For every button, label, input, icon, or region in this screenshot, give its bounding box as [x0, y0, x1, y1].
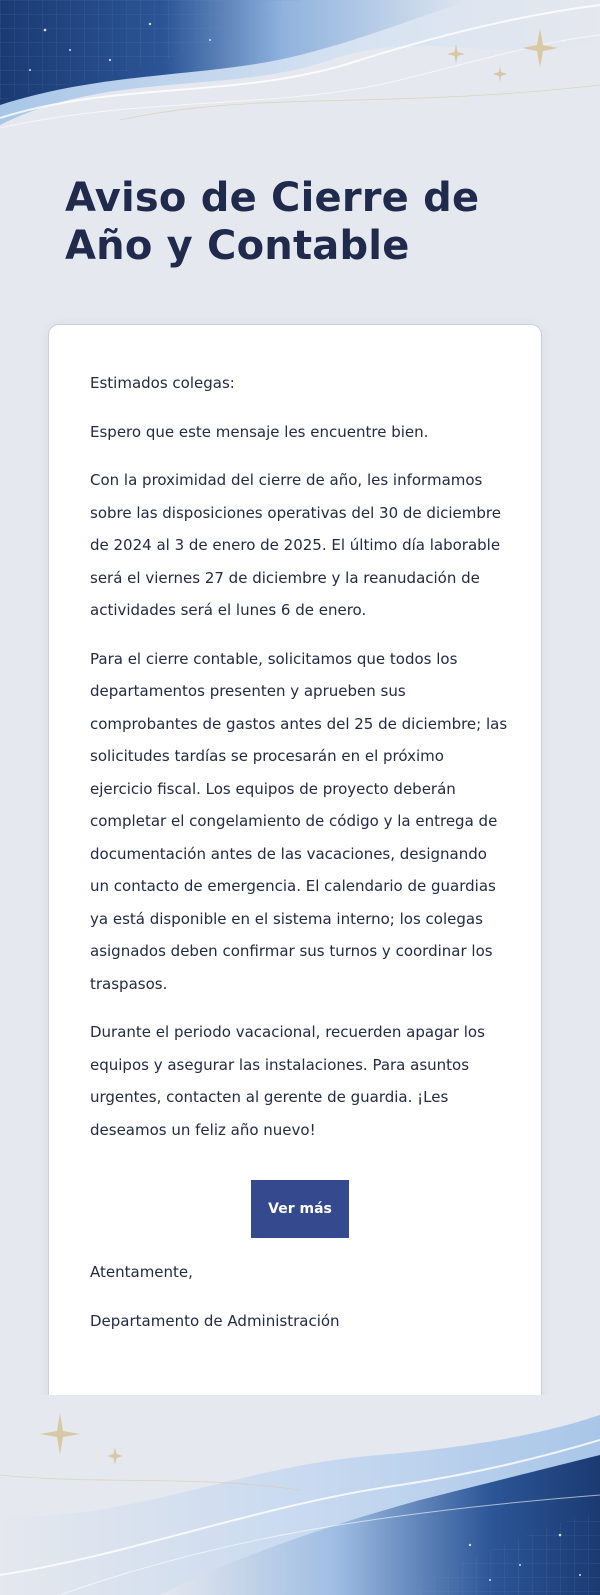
page-title: Aviso de Cierre de Año y Contable — [65, 175, 480, 269]
notice-card — [48, 324, 542, 1410]
footer-decoration — [0, 1395, 600, 1595]
paragraph-accounting: Para el cierre contable, solicitamos que todos los departamentos presenten y aprueben sus comprobantes de gastos antes del 25 de diciembre; las solicitudes tardías se procesarán en el próximo ejercicio fiscal. Los equipos de proyecto deberán completar el congelamiento de código y la entrega de documentación antes de las vacaciones, designando un contacto de emergencia. El calendario de guardias ya está disponible en el sistema interno; los colegas asignados deben confirmar sus turnos y coordinar los traspasos. — [90, 649, 508, 993]
closing: Atentamente, — [90, 1263, 193, 1281]
letter-body — [90, 367, 510, 1353]
read-more-button[interactable]: Ver más — [251, 1180, 349, 1238]
button-container — [90, 1180, 510, 1238]
signature: Departamento de Administración — [90, 1311, 340, 1330]
paragraph-schedule: Con la proximidad del cierre de año, les informamos sobre las disposiciones operativas del 30 de diciembre de 2024 al 3 de enero de 2025. El último día laborable será el viernes 27 de diciembre y la reanudación de actividades será el lunes 6 de enero. — [90, 471, 501, 619]
header-decoration — [0, 0, 600, 135]
paragraph-intro: Espero que este mensaje les encuentre bien. — [90, 422, 429, 441]
paragraph-closing-wishes: Durante el periodo vacacional, recuerden apagar los equipos y asegurar las instalaciones. Para asuntos urgentes, contacten al gerente de guardia. ¡Les deseamos un feliz año nuevo! — [90, 1023, 485, 1139]
greeting: Estimados colegas: — [90, 374, 235, 392]
